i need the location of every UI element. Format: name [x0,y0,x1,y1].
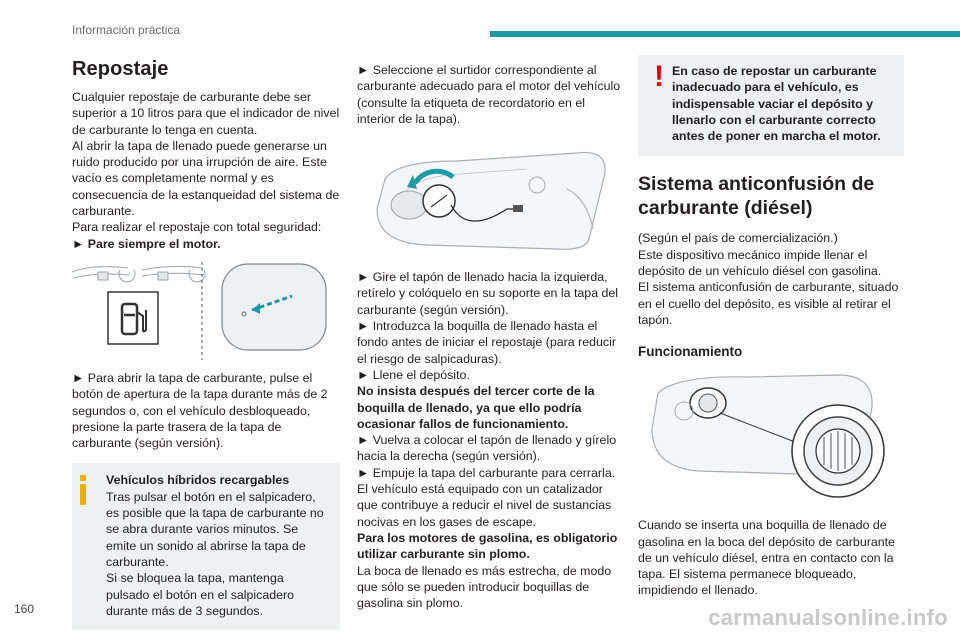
intro-paragraph: Cualquier repostaje de carburante debe ser superior a 10 litros para que el indicador de nivel de carburante lo tenga en cuenta. [72,90,340,137]
warning-third-cutoff: No insista después del tercer corte de la boquilla de llenado, ya que ello podría ocasionar fallos de funcionamiento. [357,384,595,431]
operation-subtitle: Funcionamiento [638,344,743,360]
fuel-flap-button-illustration [72,260,340,362]
header-accent-bar [490,31,960,37]
catalyst-paragraph: El vehículo está equipado con un catalizador que contribuye a reducir el nivel de sustancias nocivas en los gases de escape. [357,482,612,529]
petrol-unleaded-note: Para los motores de gasolina, es obligatorio utilizar carburante sin plomo. [357,530,618,562]
watermark: carmanualsonline.info [708,605,948,630]
step-select-pump: ► Seleccione el surtidor correspondiente al carburante adecuado para el motor del vehículo (consulte la etiqueta de recordatorio en el interior de la tapa). [357,63,621,126]
column-left [72,58,340,630]
misfuel-location: El sistema anticonfusión de carburante, situado en el cuello del depósito, es visible al retirar el tapón. [638,280,899,327]
step-replace-cap: ► Vuelva a colocar el tapón de llenado y gírelo hacia la derecha (según versión). [357,433,617,464]
operation-paragraph: Cuando se inserta una boquilla de llenado de gasolina en la boca del depósito de carburante de un vehículo diésel, entra en contacto con la tapa. El sistema permanece bloqueado, impidiendo el llenado. [638,518,895,598]
step-turn-cap: ► Gire el tapón de llenado hacia la izquierda, retírelo y colóquelo en su soporte en la tapa del carburante (según versión). [357,270,619,317]
safety-paragraph: Para realizar el repostaje con total seguridad: [72,220,322,235]
section-title: Repostaje [72,58,169,80]
country-note: (Según el país de comercialización.) [638,231,838,246]
column-right [638,55,904,599]
fuel-pump-icon [108,292,158,344]
info-box-title: Vehículos híbridos recargables [106,473,290,488]
warning-exclamation-icon: ! [654,60,664,93]
air-noise-paragraph: Al abrir la tapa de llenado puede generarse un ruido producido por una irrupción de aire. Este vacío es completamente normal y es consecuencia de la estanqueidad del sistema de carburante. [72,138,340,219]
step-open-flap: ► Para abrir la tapa de carburante, pulse el botón de apertura de la tapa durante más de 2 segundos o, con el vehículo desbloqueado, presione la parte trasera de la tapa de carburante (según versión). [72,370,328,451]
column-middle [357,62,625,611]
section-header: Información práctica [72,23,181,37]
hybrid-info-box [72,463,340,630]
fuel-cap-removal-illustration [357,139,625,259]
info-box-text-2: Si se bloquea la tapa, mantenga pulsado el botón en el salpicadero durante más de 3 segundos. [106,571,295,618]
page-number: 160 [14,602,35,616]
info-icon [80,475,86,505]
misfuel-device-illustration [638,367,904,507]
misfuel-section-title: Sistema anticonfusión de carburante (diésel) [638,173,875,220]
step-fill-tank: ► Llene el depósito. [357,367,470,382]
step-insert-nozzle: ► Introduzca la boquilla de llenado hasta el fondo antes de iniciar el repostaje (para reducir el riesgo de salpicaduras). [357,319,616,366]
step-stop-engine: ► Pare siempre el motor. [72,236,221,251]
dashboard-illustration [72,266,205,281]
wrong-fuel-warning-box [638,55,904,156]
info-box-text: Tras pulsar el botón en el salpicadero, es posible que la tapa de carburante no se abra durante varios minutos. Se emite un sonido al abrirse la tapa de carburante. [106,489,324,569]
misfuel-description: Este dispositivo mecánico impide llenar el depósito de un vehículo diésel con gasolina. [638,247,882,279]
wrong-fuel-warning-text: En caso de repostar un carburante inadecuado para el vehículo, es indispensable vaciar el depósito y llenarlo con el carburante correcto antes de poner en marcha el motor. [672,64,881,144]
petrol-nozzle-paragraph: La boca de llenado es más estrecha, de modo que sólo se pueden introducir boquillas de gasolina sin plomo. [357,563,612,611]
step-close-flap: ► Empuje la tapa del carburante para cerrarla. [357,465,616,480]
fuel-flap-illustration [222,264,326,350]
